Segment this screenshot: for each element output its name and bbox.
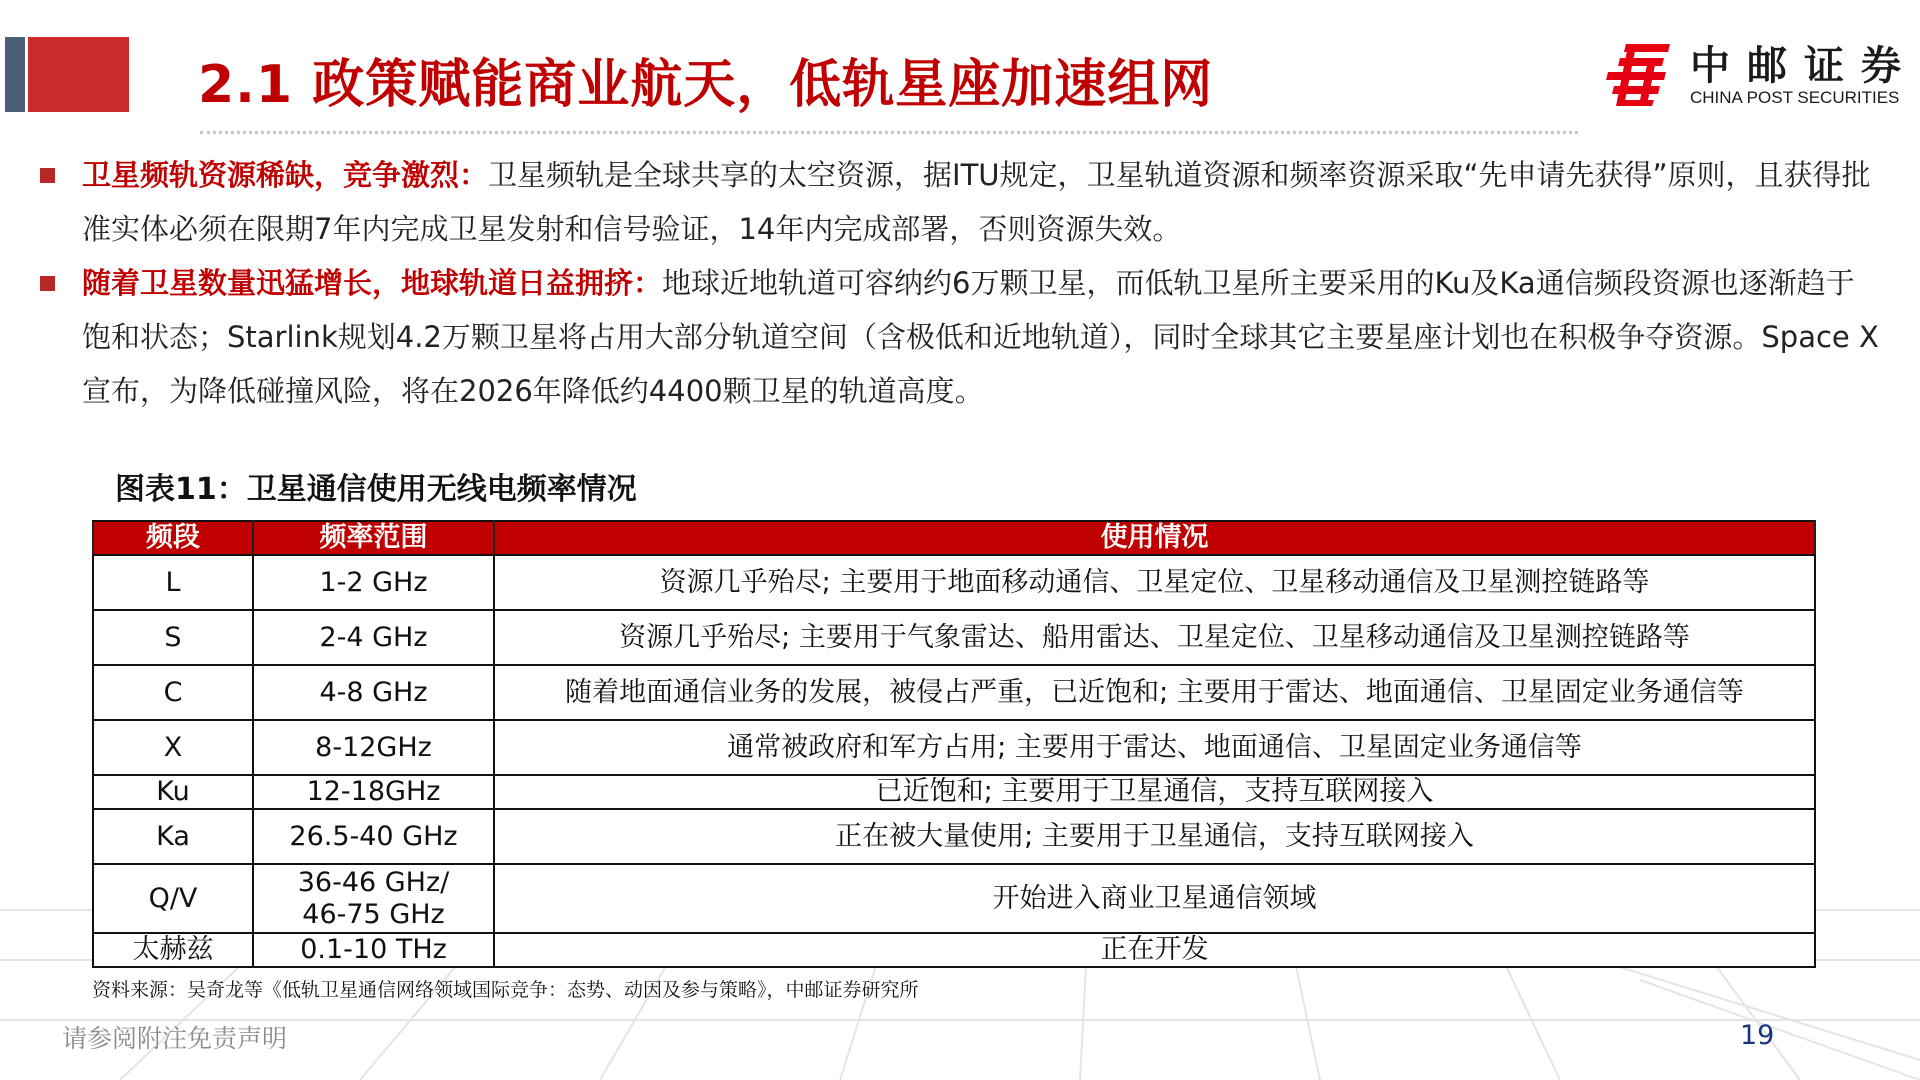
table-row <box>93 809 1815 864</box>
cell-range-line: 36-46 GHz/ <box>297 866 450 898</box>
cell-range: 0.1-10 THz <box>253 933 494 967</box>
frequency-table <box>92 520 1816 968</box>
bullet-item <box>40 148 1880 256</box>
bullet-square-icon <box>40 168 55 183</box>
cell-band: S <box>93 610 253 665</box>
figure-caption: 图表11：卫星通信使用无线电频率情况 <box>115 472 637 507</box>
cell-range: 4-8 GHz <box>253 665 494 720</box>
china-post-emblem-icon <box>1604 42 1674 108</box>
title-divider <box>200 131 1578 134</box>
cell-usage: 开始进入商业卫星通信领域 <box>494 864 1815 933</box>
cell-band: C <box>93 665 253 720</box>
logo-name-chinese: 中邮证券 <box>1690 43 1918 89</box>
cell-range: 8-12GHz <box>253 720 494 775</box>
table-row <box>93 610 1815 665</box>
cell-range: 26.5-40 GHz <box>253 809 494 864</box>
cell-usage: 资源几乎殆尽; 主要用于地面移动通信、卫星定位、卫星移动通信及卫星测控链路等 <box>494 555 1815 610</box>
table-row <box>93 775 1815 809</box>
cell-usage: 正在被大量使用; 主要用于卫星通信，支持互联网接入 <box>494 809 1815 864</box>
cell-range: 2-4 GHz <box>253 610 494 665</box>
column-header-band: 频段 <box>93 521 253 555</box>
cell-band: 太赫兹 <box>93 933 253 967</box>
cell-usage: 资源几乎殆尽; 主要用于气象雷达、船用雷达、卫星定位、卫星移动通信及卫星测控链路等 <box>494 610 1815 665</box>
cell-band: X <box>93 720 253 775</box>
bullet-text: 地球近地轨道可容纳约6万颗卫星，而低轨卫星所主要采用的Ku及Ka通信频段资源也逐渐趋于饱和状态；Starlink规划4.2万颗卫星将占用大部分轨道空间（含极低和近地轨道），同时全球其它主要星座计划也在积极争夺资源。Space X宣布，为降低碰撞风险，将在2026年降低约4400颗卫星的轨道高度。 <box>82 266 1879 408</box>
page-title: 2.1 政策赋能商业航天，低轨星座加速组网 <box>198 55 1214 115</box>
column-header-usage: 使用情况 <box>494 521 1815 555</box>
bullet-text: 卫星频轨是全球共享的太空资源，据ITU规定，卫星轨道资源和频率资源采取“先申请先获得”原则，且获得批准实体必须在限期7年内完成卫星发射和信号验证，14年内完成部署，否则资源失效。 <box>82 158 1871 246</box>
disclaimer-link[interactable]: 请参阅附注免责声明 <box>62 1024 288 1053</box>
cell-band: Q/V <box>93 864 253 933</box>
logo-name-english: CHINA POST SECURITIES <box>1690 88 1900 107</box>
cell-usage: 已近饱和; 主要用于卫星通信，支持互联网接入 <box>494 775 1815 809</box>
cell-range-line: 46-75 GHz <box>302 898 445 930</box>
bullet-heading: 卫星频轨资源稀缺，竞争激烈： <box>82 158 489 192</box>
company-logo <box>1604 40 1918 110</box>
cell-usage: 正在开发 <box>494 933 1815 967</box>
table-row <box>93 555 1815 610</box>
cell-range: 1-2 GHz <box>253 555 494 610</box>
cell-usage: 随着地面通信业务的发展，被侵占严重，已近饱和; 主要用于雷达、地面通信、卫星固定业务通信等 <box>494 665 1815 720</box>
cell-band: L <box>93 555 253 610</box>
header-accent-red-block <box>28 37 129 112</box>
column-header-range: 频率范围 <box>253 521 494 555</box>
page-number: 19 <box>1740 1020 1775 1051</box>
table-header-row <box>93 521 1815 555</box>
bullet-item <box>40 256 1880 418</box>
table-row <box>93 720 1815 775</box>
bullet-square-icon <box>40 276 55 291</box>
table-row <box>93 665 1815 720</box>
header-accent-blue-bar <box>5 37 25 112</box>
bullet-list <box>40 148 1880 418</box>
table-row <box>93 933 1815 967</box>
cell-range: 12-18GHz <box>253 775 494 809</box>
table-row <box>93 864 1815 933</box>
cell-usage: 通常被政府和军方占用; 主要用于雷达、地面通信、卫星固定业务通信等 <box>494 720 1815 775</box>
bullet-heading: 随着卫星数量迅猛增长，地球轨道日益拥挤： <box>82 266 663 300</box>
cell-band: Ka <box>93 809 253 864</box>
figure-source: 资料来源：吴奇龙等《低轨卫星通信网络领域国际竞争：态势、动因及参与策略》，中邮证券研究所 <box>92 979 919 1001</box>
cell-band: Ku <box>93 775 253 809</box>
cell-range <box>253 864 494 933</box>
